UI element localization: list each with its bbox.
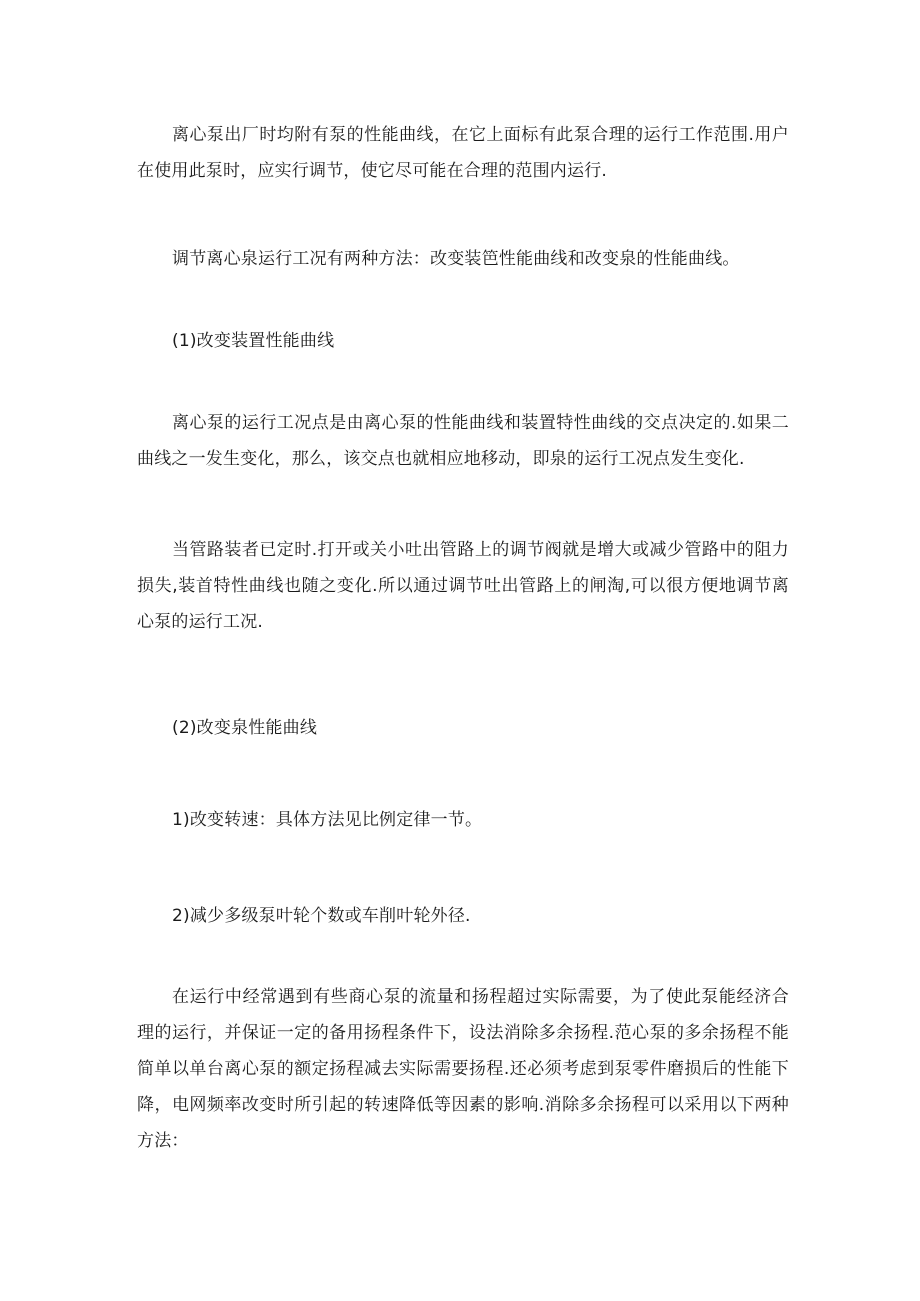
- paragraph-two-methods: 调节离心泉运行工况有两种方法：改变装笆性能曲线和改变泉的性能曲线。: [172, 249, 740, 269]
- paragraph-excess-head: 在运行中经常遇到有些商心泵的流量和扬程超过实际需要，为了使此泵能经济合理的运行，并保证一定的备用扬程条件下，设法消除多余扬程.范心泵的多余扬程不能简单以单台离心泵的额定扬程减去实际需要扬程.还必须考虑到泵零件磨损后的性能下降，电网频率改变时所引起的转速降低等因素的影响.消除多余扬程可以采用以下两种方法：: [137, 987, 789, 1151]
- heading-change-system-curve: (1)改变装置性能曲线: [172, 331, 335, 351]
- heading-change-pump-curve: (2)改变泉性能曲线: [172, 718, 318, 738]
- paragraph-valve-adjustment: 当管路装者已定时.打开或关小吐出管路上的调节阀就是增大或减少管路中的阻力损失,装首特性曲线也随之变化.所以通过调节吐出管路上的闸淘,可以很方便地调节离心泵的运行工况.: [137, 540, 789, 632]
- list-item-reduce-impellers: 2)减少多级泵叶轮个数或车削叶轮外径.: [172, 906, 471, 926]
- paragraph-pump-curve-intro: 离心泵出厂时均附有泵的性能曲线，在它上面标有此泵合理的运行工作范围.用户在使用此泵时，应实行调节，使它尽可能在合理的范围内运行.: [137, 125, 789, 181]
- list-item-change-speed: 1)改变转速：具体方法见比例定律一节。: [172, 810, 483, 830]
- paragraph-operating-point: 离心泵的运行工况点是由离心泵的性能曲线和装置特性曲线的交点决定的.如果二曲线之一发生变化，那么，该交点也就相应地移动，即泉的运行工况点发生变化.: [137, 413, 789, 469]
